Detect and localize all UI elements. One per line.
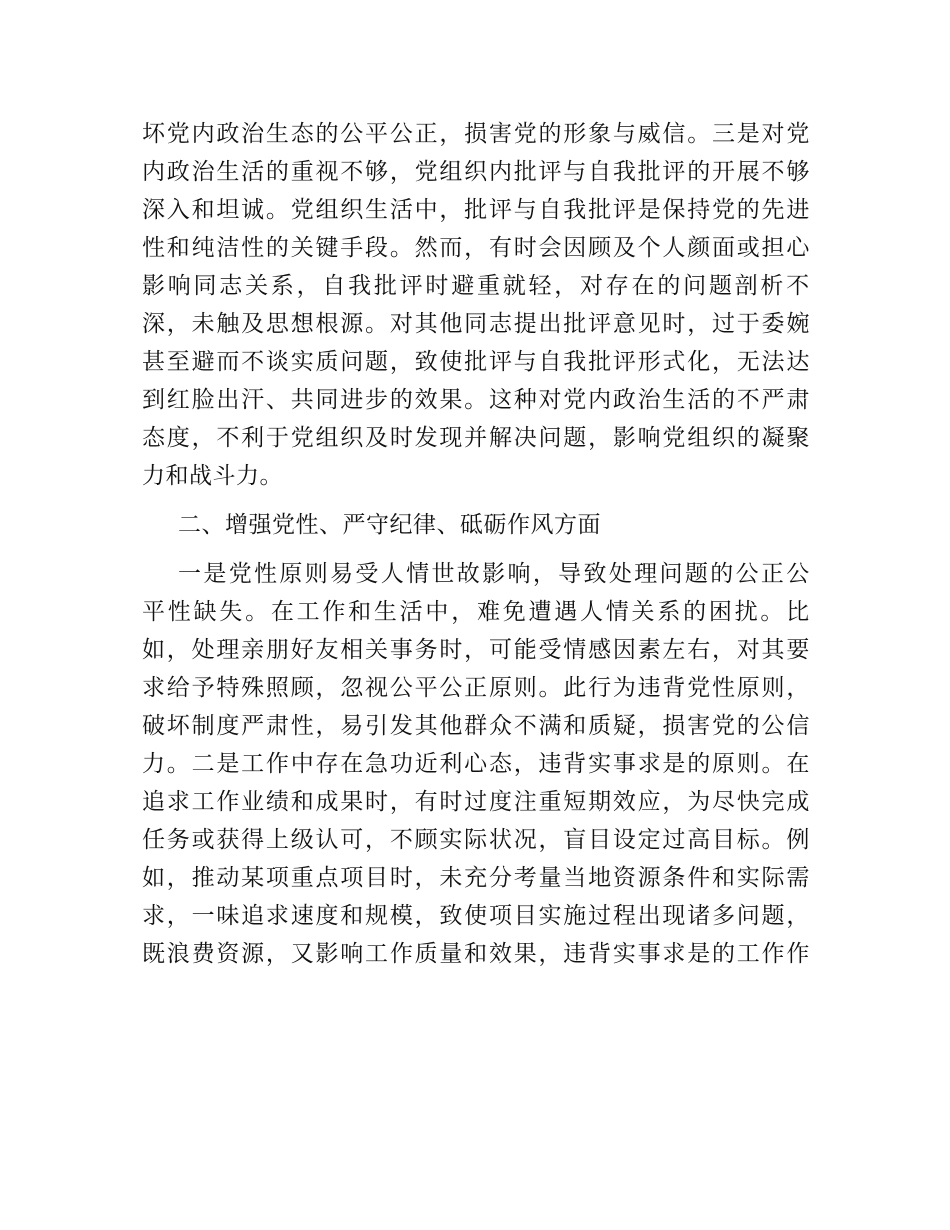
text-line: 一 是 党 性 原 则 易 受 人 情 世 故 影 响 ， 导 致 处 理 问 题 的 公 正 公 xyxy=(178,561,810,587)
text-line: 平 性 缺 失 。 在 工 作 和 生 活 中 ， 难 免 遭 遇 人 情 关 系 的 困 扰 。 比 xyxy=(142,599,810,625)
text-line: 追 求 工 作 业 绩 和 成 果 时 ， 有 时 过 度 注 重 短 期 效 应 ， 为 尽 快 完 成 xyxy=(142,789,810,815)
text-line: 如 ， 推 动 某 项 重 点 项 目 时 ， 未 充 分 考 量 当 地 资 源 条 件 和 实 际 需 xyxy=(142,865,810,891)
section-heading: 二、增强党性、严守纪律、砥砺作风方面 xyxy=(178,512,601,538)
text-line: 性 和 纯 洁 性 的 关 键 手 段 。 然 而 ， 有 时 会 因 顾 及 个 人 颜 面 或 担 心 xyxy=(142,235,810,261)
text-line: 如 ， 处 理 亲 朋 好 友 相 关 事 务 时 ， 可 能 受 情 感 因 素 左 右 ， 对 其 要 xyxy=(142,637,810,663)
text-line: 破 坏 制 度 严 肃 性 ， 易 引 发 其 他 群 众 不 满 和 质 疑 ， 损 害 党 的 公 信 xyxy=(142,713,810,739)
paragraph-party-spirit xyxy=(142,555,810,973)
text-line: 求 ， 一 味 追 求 速 度 和 规 模 ， 致 使 项 目 实 施 过 程 出 现 诸 多 问 题 ， xyxy=(142,903,810,929)
text-line: 影 响 同 志 关 系 ， 自 我 批 评 时 避 重 就 轻 ， 对 存 在 的 问 题 剖 析 不 xyxy=(142,273,810,299)
document-body xyxy=(142,115,810,973)
text-line: 深 ， 未 触 及 思 想 根 源 。 对 其 他 同 志 提 出 批 评 意 见 时 ， 过 于 委 婉 xyxy=(142,311,810,337)
text-line: 坏 党 内 政 治 生 态 的 公 平 公 正 ， 损 害 党 的 形 象 与 威 信 。 三 是 对 党 xyxy=(142,121,810,147)
text-line: 求 给 予 特 殊 照 顾 ， 忽 视 公 平 公 正 原 则 。 此 行 为 违 背 党 性 原 则 ， xyxy=(142,675,810,701)
text-line: 力 。 二 是 工 作 中 存 在 急 功 近 利 心 态 ， 违 背 实 事 求 是 的 原 则 。 在 xyxy=(142,751,810,777)
text-line: 到 红 脸 出 汗 、 共 同 进 步 的 效 果 。 这 种 对 党 内 政 治 生 活 的 不 严 肃 xyxy=(142,387,810,413)
text-line: 力和战斗力。 xyxy=(142,463,283,489)
text-line: 态 度 ， 不 利 于 党 组 织 及 时 发 现 并 解 决 问 题 ， 影 响 党 组 织 的 凝 聚 xyxy=(142,425,810,451)
text-line: 甚 至 避 而 不 谈 实 质 问 题 ， 致 使 批 评 与 自 我 批 评 形 式 化 ， 无 法 达 xyxy=(142,349,810,375)
text-line: 任 务 或 获 得 上 级 认 可 ， 不 顾 实 际 状 况 ， 盲 目 设 定 过 高 目 标 。 例 xyxy=(142,827,810,853)
paragraph-party-political-life xyxy=(142,115,810,495)
text-line: 内 政 治 生 活 的 重 视 不 够 ， 党 组 织 内 批 评 与 自 我 批 评 的 开 展 不 够 xyxy=(142,159,810,185)
text-line: 既 浪 费 资 源 ， 又 影 响 工 作 质 量 和 效 果 ， 违 背 实 事 求 是 的 工 作 作 xyxy=(142,941,810,967)
text-line: 深 入 和 坦 诚 。 党 组 织 生 活 中 ， 批 评 与 自 我 批 评 是 保 持 党 的 先 进 xyxy=(142,197,810,223)
